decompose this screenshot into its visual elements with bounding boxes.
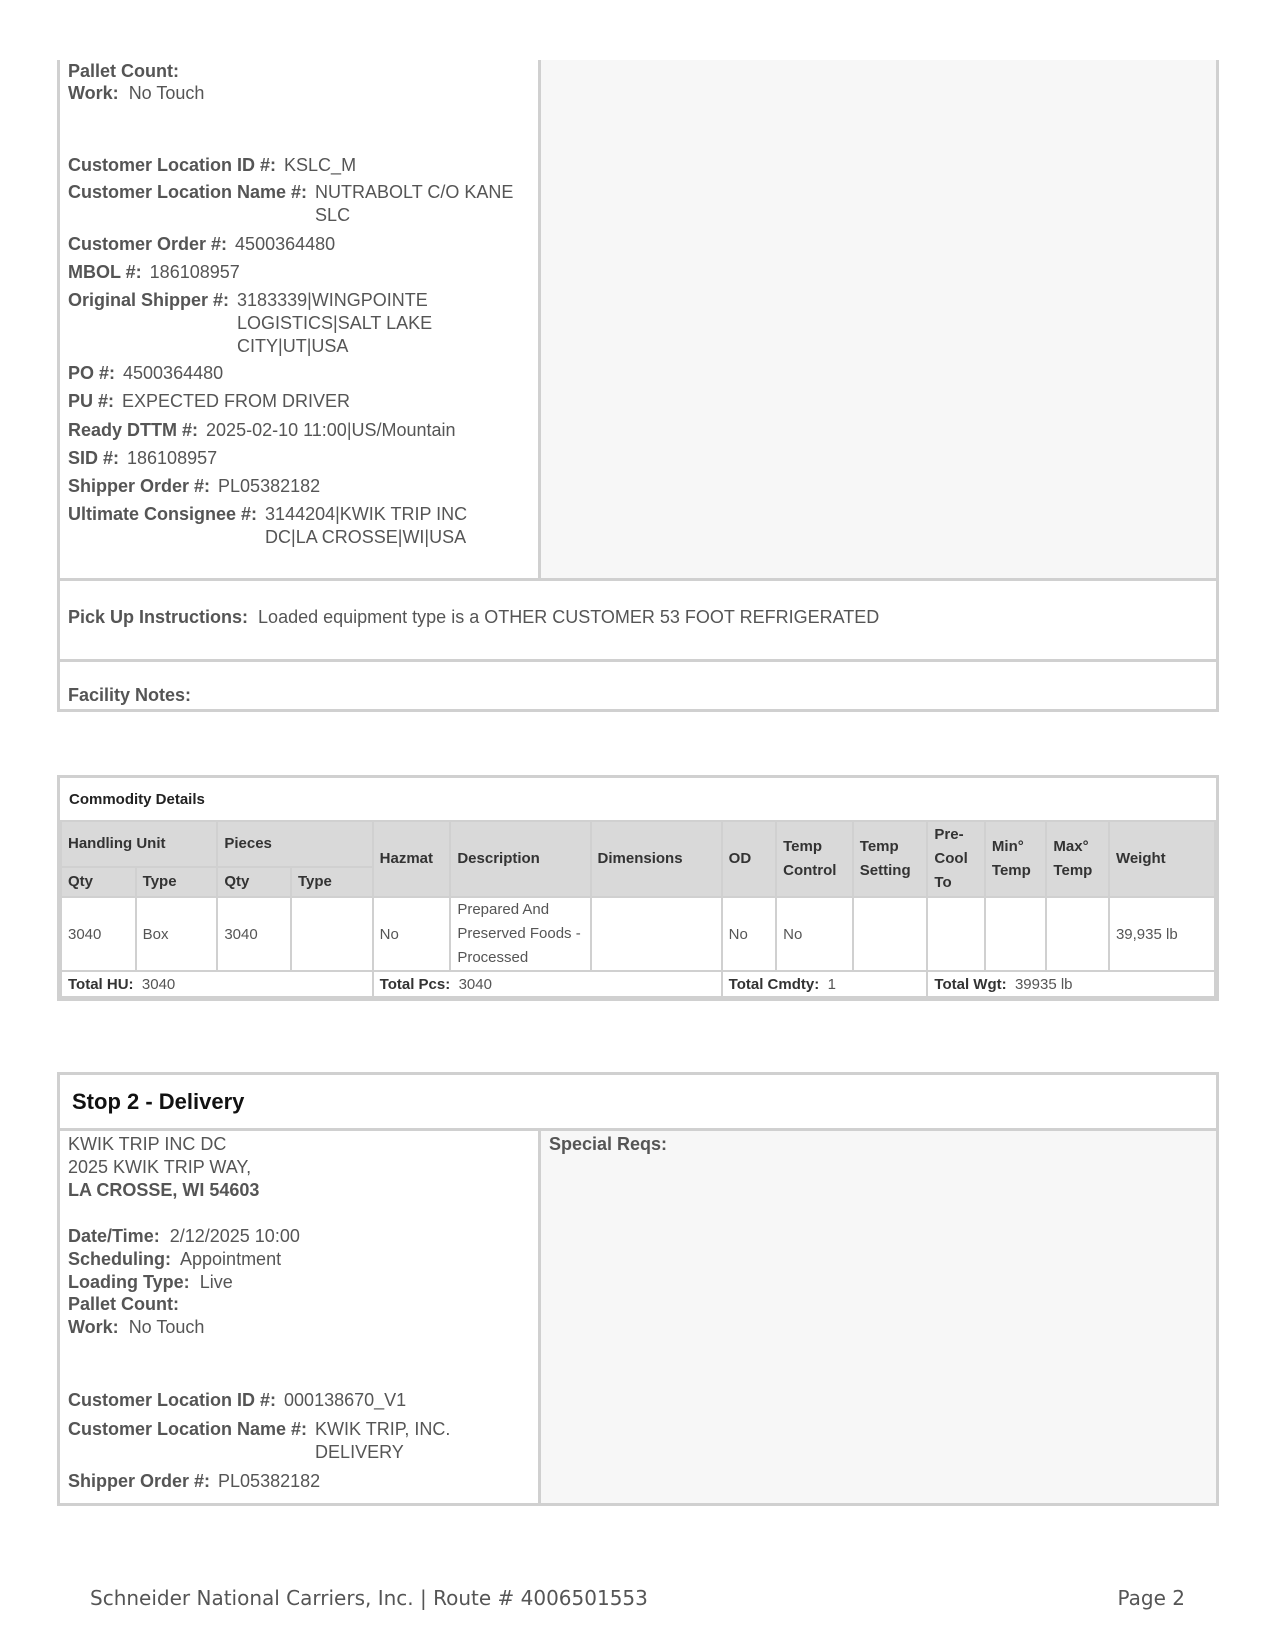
stop1-section	[57, 60, 1219, 712]
loading-value: Live	[199, 1272, 233, 1292]
pallet-count-label: Pallet Count:	[68, 61, 179, 81]
pallet-count-label: Pallet Count:	[68, 1294, 179, 1314]
cell-temp-setting	[853, 897, 928, 971]
cell-temp-control: No	[776, 897, 853, 971]
ref-label: Customer Location Name #:	[68, 182, 308, 202]
ref-label: Shipper Order #:	[68, 476, 211, 496]
total-hu-value: 3040	[141, 975, 176, 993]
cell-hu-qty: 3040	[61, 897, 136, 971]
cell-hu-type: Box	[136, 897, 218, 971]
total-pcs-value: 3040	[458, 975, 492, 993]
scheduling-value: Appointment	[180, 1249, 282, 1269]
datetime-value: 2/12/2025 10:00	[169, 1226, 300, 1246]
stop2-section	[57, 1072, 1219, 1506]
pickup-instructions	[60, 581, 1216, 659]
cell-hazmat: No	[373, 897, 451, 971]
cell-pc-type	[291, 897, 373, 971]
header-pc-type: Type	[291, 867, 373, 897]
stop2-scheduling	[68, 1248, 281, 1271]
stop1-details	[60, 60, 541, 578]
total-wgt-value: 39935 lb	[1014, 975, 1073, 993]
total-wgt-label: Total Wgt:	[934, 975, 1007, 993]
ref-customer-order	[68, 233, 335, 256]
ref-value: 3144204|KWIK TRIP INC DC|LA CROSSE|WI|USA	[265, 504, 468, 547]
ref-value: 186108957	[127, 448, 218, 468]
stop1-special-area	[541, 60, 1216, 578]
ref-customer-location-id	[68, 1389, 406, 1412]
cell-max-temp	[1046, 897, 1109, 971]
ref-label: Customer Location ID #:	[68, 1390, 277, 1410]
ref-label: SID #:	[68, 448, 120, 468]
stop2-name: KWIK TRIP INC DC	[68, 1134, 227, 1154]
stop2-pallet-count	[68, 1293, 179, 1316]
header-handling-unit: Handling Unit	[61, 821, 217, 867]
total-cmdty	[722, 971, 928, 997]
header-hu-type: Type	[136, 867, 218, 897]
ref-label: Customer Order #:	[68, 234, 228, 254]
header-description: Description	[450, 821, 590, 897]
ref-customer-location-id	[68, 154, 356, 177]
work-label: Work:	[68, 1317, 119, 1337]
scheduling-label: Scheduling:	[68, 1249, 171, 1269]
work-label: Work:	[68, 83, 119, 103]
cell-pc-qty: 3040	[217, 897, 291, 971]
pickup-value: Loaded equipment type is a OTHER CUSTOMER 53 FOOT REFRIGERATED	[258, 607, 880, 627]
ref-customer-location-name	[68, 181, 518, 227]
cell-weight: 39,935 lb	[1109, 897, 1215, 971]
ref-label: Customer Location Name #:	[68, 1419, 308, 1439]
total-pcs-label: Total Pcs:	[379, 975, 451, 993]
ref-shipper-order	[68, 1470, 320, 1493]
work	[68, 82, 204, 105]
header-pre-cool-to: Pre-Cool To	[927, 821, 984, 897]
ref-value: EXPECTED FROM DRIVER	[122, 391, 351, 411]
ref-ready-dttm	[68, 419, 456, 442]
ref-value: 4500364480	[235, 234, 336, 254]
ref-value: 4500364480	[123, 363, 224, 383]
header-max-temp: Max° Temp	[1046, 821, 1109, 897]
ref-label: Shipper Order #:	[68, 1471, 211, 1491]
total-wgt	[927, 971, 1215, 997]
header-hazmat: Hazmat	[373, 821, 451, 897]
ref-label: PO #:	[68, 363, 116, 383]
pickup-label: Pick Up Instructions:	[68, 607, 249, 627]
stop2-datetime	[68, 1225, 300, 1248]
work-value: No Touch	[128, 1317, 205, 1337]
cell-od: No	[722, 897, 776, 971]
ref-label: Ultimate Consignee #:	[68, 504, 258, 524]
ref-label: Ready DTTM #:	[68, 420, 199, 440]
total-pcs	[373, 971, 722, 997]
header-od: OD	[722, 821, 776, 897]
stop2-special-reqs	[541, 1131, 1216, 1503]
ref-value: 186108957	[149, 262, 240, 282]
ref-label: Original Shipper #:	[68, 290, 230, 310]
ref-value: KSLC_M	[284, 155, 357, 175]
ref-value: PL05382182	[218, 1471, 321, 1491]
stop2-city: LA CROSSE, WI 54603	[68, 1180, 260, 1200]
header-weight: Weight	[1109, 821, 1215, 897]
header-hu-qty: Qty	[61, 867, 136, 897]
cell-dimensions	[591, 897, 722, 971]
stop2-title: Stop 2 - Delivery	[72, 1089, 245, 1114]
ref-original-shipper	[68, 289, 458, 358]
ref-value: KWIK TRIP, INC. DELIVERY	[315, 1419, 451, 1462]
ref-label: MBOL #:	[68, 262, 142, 282]
stop2-work	[68, 1316, 204, 1339]
cell-min-temp	[985, 897, 1047, 971]
ref-value: 000138670_V1	[284, 1390, 407, 1410]
ref-po	[68, 362, 223, 385]
cell-pre-cool-to	[927, 897, 984, 971]
total-hu	[61, 971, 373, 997]
page-footer	[90, 1586, 1185, 1610]
totals-row	[61, 971, 1215, 997]
cell-description: Prepared And Preserved Foods - Processed	[450, 897, 590, 971]
ref-pu	[68, 390, 350, 413]
facility-label: Facility Notes:	[68, 685, 192, 705]
stop2-address: 2025 KWIK TRIP WAY,	[68, 1157, 252, 1177]
ref-value: PL05382182	[218, 476, 321, 496]
ref-shipper-order	[68, 475, 320, 498]
special-reqs-label: Special Reqs:	[549, 1134, 668, 1154]
header-dimensions: Dimensions	[591, 821, 722, 897]
commodity-title: Commodity Details	[61, 778, 1215, 821]
footer-company-route: Schneider National Carriers, Inc. | Route # 4006501553	[90, 1586, 648, 1610]
total-cmdty-label: Total Cmdty:	[728, 975, 820, 993]
commodity-details	[57, 775, 1219, 1001]
datetime-label: Date/Time:	[68, 1226, 160, 1246]
header-pieces: Pieces	[217, 821, 372, 867]
ref-ultimate-consignee	[68, 503, 488, 549]
facility-notes	[60, 662, 1216, 709]
commodity-table	[60, 778, 1216, 998]
ref-sid	[68, 447, 217, 470]
total-hu-label: Total HU:	[68, 975, 134, 993]
page-number: Page 2	[1117, 1586, 1185, 1610]
header-temp-control: Temp Control	[776, 821, 853, 897]
ref-mbol	[68, 261, 240, 284]
ref-value: NUTRABOLT C/O KANE SLC	[315, 182, 514, 225]
pallet-count	[68, 60, 179, 83]
total-cmdty-value: 1	[827, 975, 836, 993]
header-temp-setting: Temp Setting	[853, 821, 928, 897]
stop2-loading-type	[68, 1271, 233, 1294]
work-value: No Touch	[128, 83, 205, 103]
ref-value: 2025-02-10 11:00|US/Mountain	[206, 420, 456, 440]
ref-value: 3183339|WINGPOINTE LOGISTICS|SALT LAKE CITY|UT|USA	[237, 290, 433, 356]
ref-customer-location-name	[68, 1418, 478, 1464]
header-pc-qty: Qty	[217, 867, 291, 897]
table-row	[61, 897, 1215, 971]
stop2-details	[60, 1131, 541, 1503]
ref-label: Customer Location ID #:	[68, 155, 277, 175]
header-min-temp: Min° Temp	[985, 821, 1047, 897]
loading-label: Loading Type:	[68, 1272, 190, 1292]
ref-label: PU #:	[68, 391, 115, 411]
